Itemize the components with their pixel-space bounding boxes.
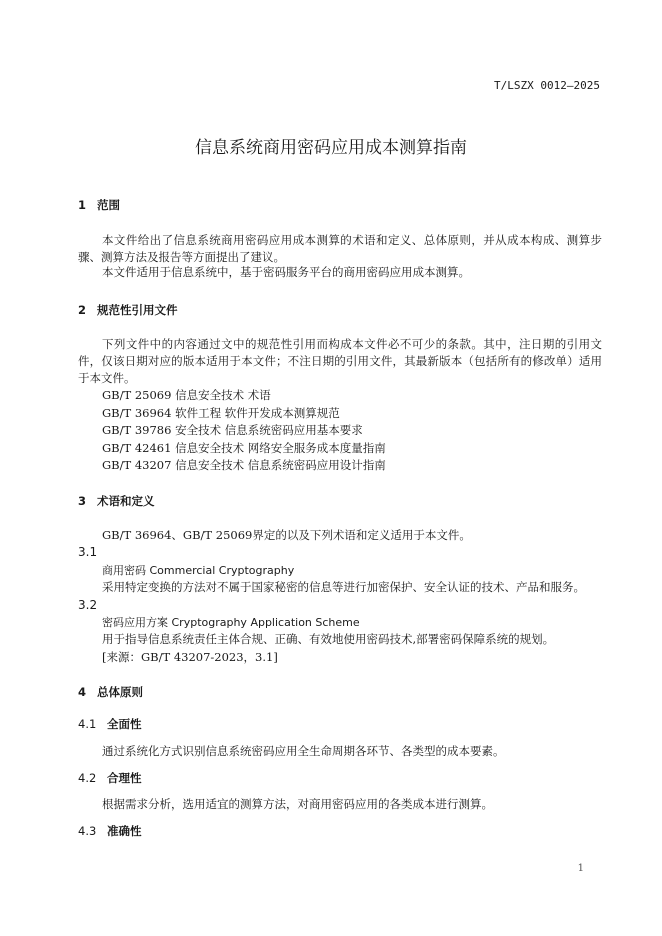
section-2-heading <box>78 302 178 319</box>
doc-number: T/LSZX 0012—2025 <box>494 79 600 92</box>
page-number: 1 <box>577 863 584 874</box>
reference-item: GB/T 25069 信息安全技术 术语 <box>102 388 271 402</box>
subsection-title: 准确性 <box>107 824 142 838</box>
section-1-paragraph-1: 本文件给出了信息系统商用密码应用成本测算的术语和定义、总体原则，并从成本构成、测算步骤、测算方法及报告等方面提出了建议。 <box>78 233 602 264</box>
section-title: 术语和定义 <box>97 494 155 508</box>
reference-item: GB/T 43207 信息安全技术 信息系统密码应用设计指南 <box>102 458 386 472</box>
reference-item: GB/T 39786 安全技术 信息系统密码应用基本要求 <box>102 423 363 437</box>
section-title: 范围 <box>97 198 120 212</box>
section-number: 3 <box>78 494 87 508</box>
section-1-paragraph-2: 本文件适用于信息系统中，基于密码服务平台的商用密码应用成本测算。 <box>102 265 470 279</box>
term-name: 密码应用方案 Cryptography Application Scheme <box>102 616 360 629</box>
section-title: 规范性引用文件 <box>97 303 178 317</box>
page-title: 信息系统商用密码应用成本测算指南 <box>195 138 467 158</box>
section-3-heading <box>78 493 155 510</box>
subsection-text: 根据需求分析，选用适宜的测算方法，对商用密码应用的各类成本进行测算。 <box>102 797 493 811</box>
reference-item: GB/T 42461 信息安全技术 网络安全服务成本度量指南 <box>102 441 386 455</box>
subsection-text: 通过系统化方式识别信息系统密码应用全生命周期各环节、各类型的成本要素。 <box>102 744 505 758</box>
term-definition: 用于指导信息系统责任主体合规、正确、有效地使用密码技术,部署密码保障系统的规划。 <box>102 632 555 646</box>
section-title: 总体原则 <box>97 685 143 699</box>
term-number: 3.1 <box>78 545 98 559</box>
section-number: 1 <box>78 198 87 212</box>
section-1-heading <box>78 197 120 214</box>
subsection-heading <box>78 770 142 787</box>
section-2-intro: 下列文件中的内容通过文中的规范性引用而构成本文件必不可少的条款。其中，注日期的引用文件，仅该日期对应的版本适用于本文件；不注日期的引用文件，其最新版本（包括所有的修改单）适用于本文件。 <box>78 337 602 385</box>
section-3-intro: GB/T 36964、GB/T 25069界定的以及下列术语和定义适用于本文件。 <box>102 528 471 542</box>
subsection-heading <box>78 716 142 733</box>
term-number: 3.2 <box>78 598 98 612</box>
section-number: 2 <box>78 303 87 317</box>
subsection-number: 4.3 <box>78 824 97 838</box>
term-source: [来源：GB/T 43207-2023，3.1] <box>102 650 278 664</box>
subsection-number: 4.2 <box>78 771 97 785</box>
subsection-title: 合理性 <box>107 771 142 785</box>
reference-item: GB/T 36964 软件工程 软件开发成本测算规范 <box>102 406 340 420</box>
section-number: 4 <box>78 685 87 699</box>
term-definition: 采用特定变换的方法对不属于国家秘密的信息等进行加密保护、安全认证的技术、产品和服务。 <box>102 580 585 594</box>
term-name: 商用密码 Commercial Cryptography <box>102 564 295 577</box>
section-4-heading <box>78 684 143 701</box>
subsection-heading <box>78 823 142 840</box>
subsection-number: 4.1 <box>78 717 97 731</box>
subsection-title: 全面性 <box>107 717 142 731</box>
